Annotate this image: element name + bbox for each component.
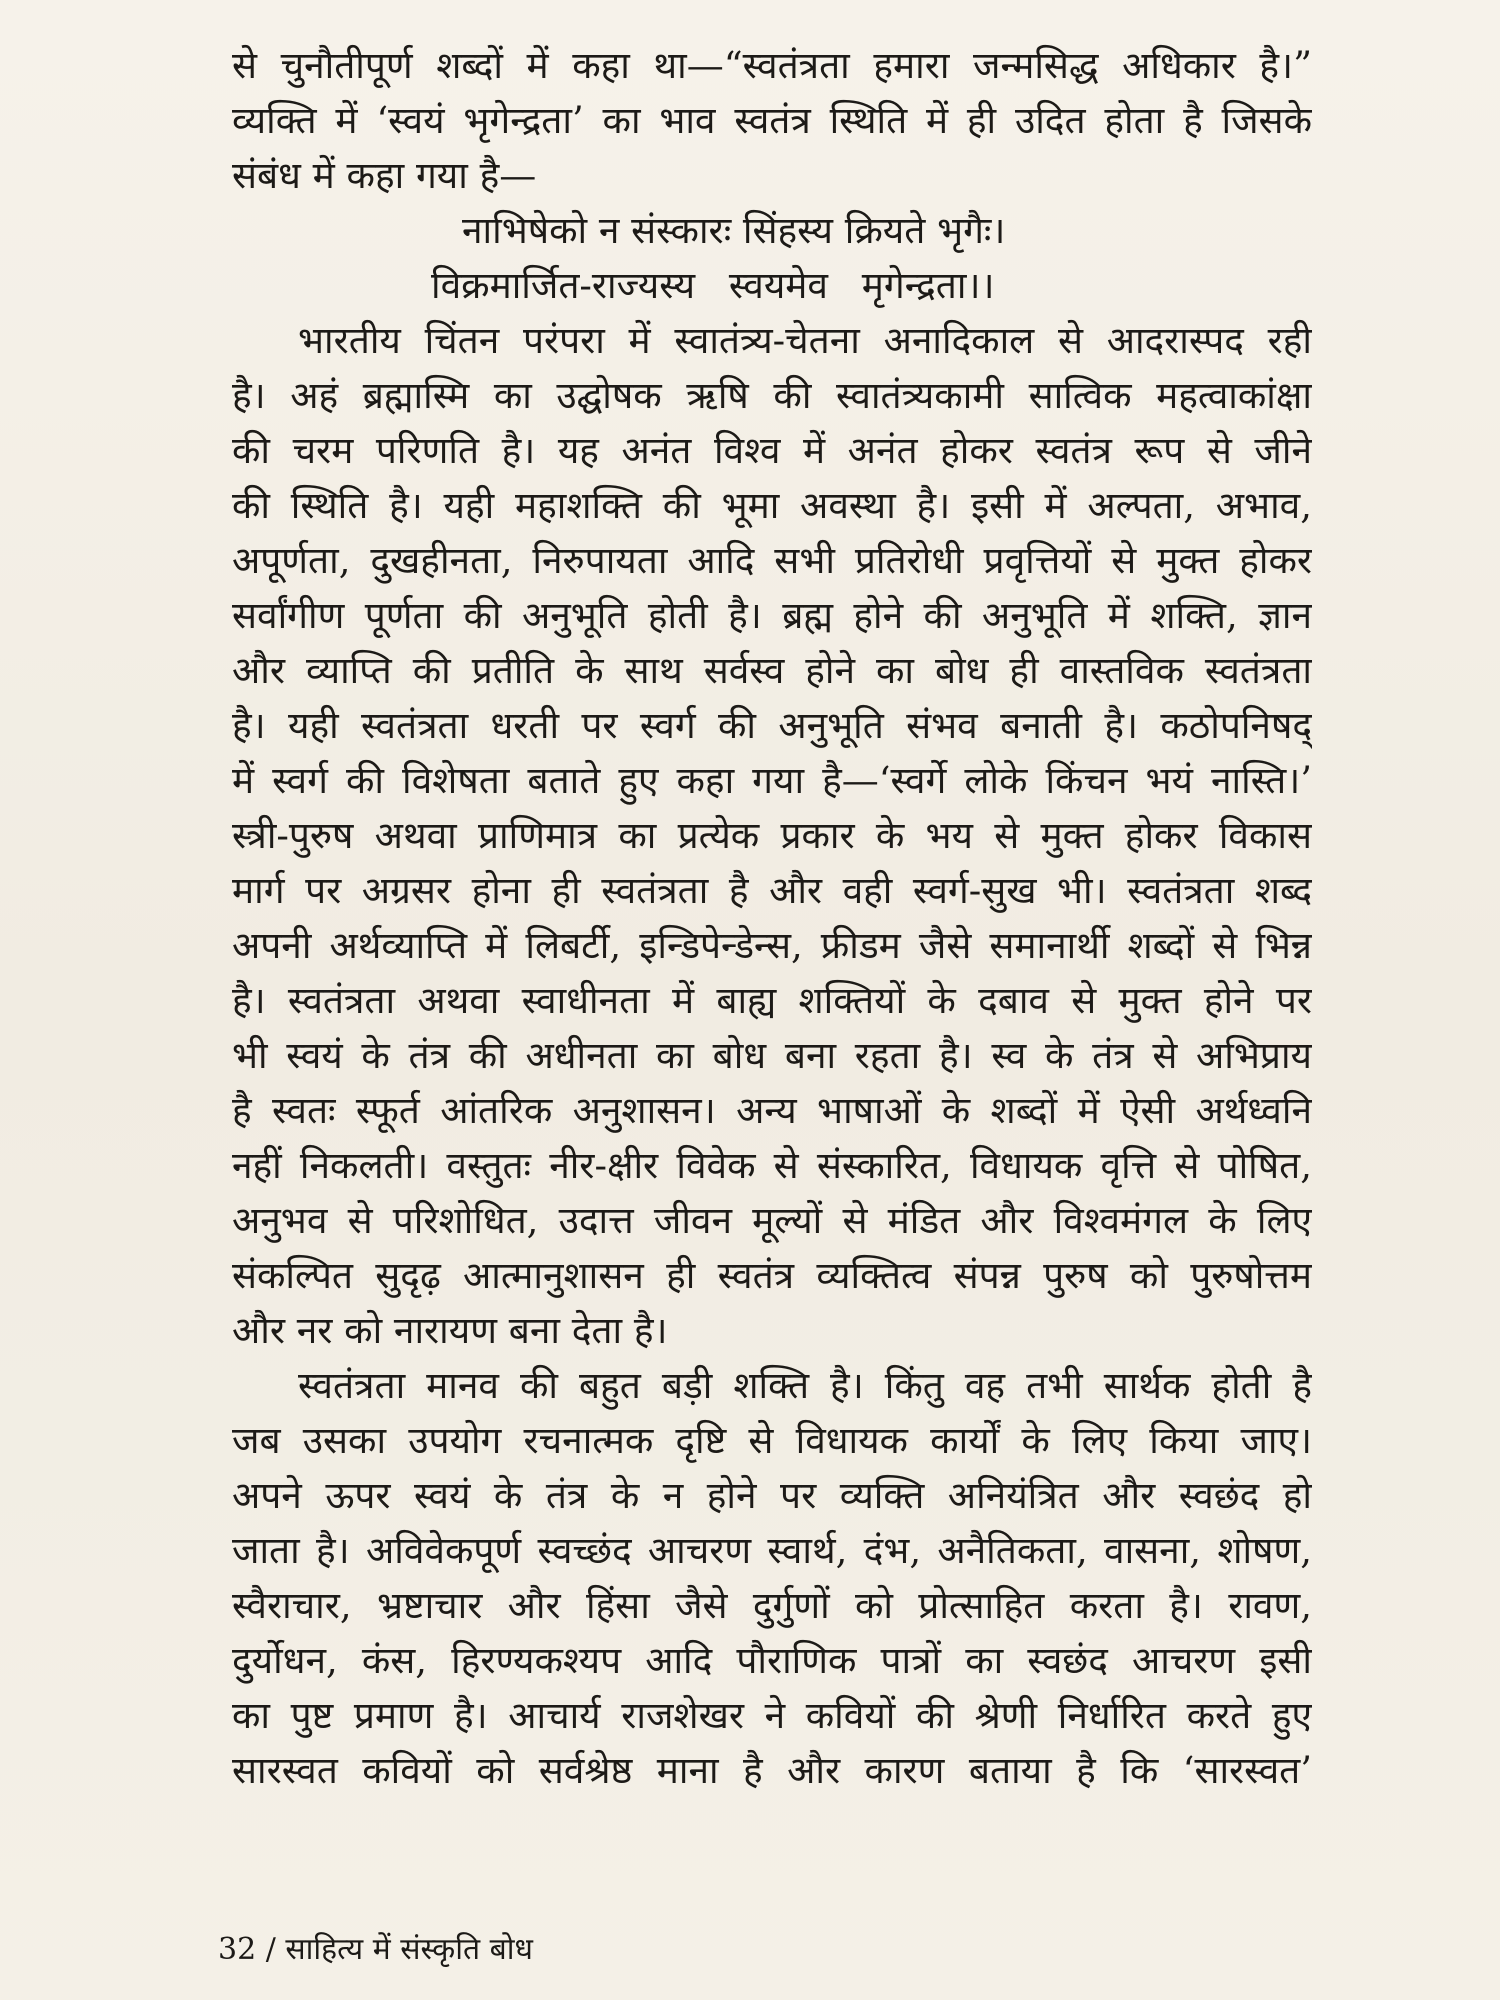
paragraph-line: की चरम परिणति है। यह अनंत विश्व में अनंत होकर स्वतंत्र रूप से जीने — [232, 429, 1312, 472]
text-line: व्यक्ति में ‘स्वयं भृगेन्द्रता’ का भाव स्वतंत्र स्थिति में ही उदित होता है जिसके — [232, 99, 1312, 142]
paragraph-line: दुर्योधन, कंस, हिरण्यकश्यप आदि पौराणिक पात्रों का स्वछंद आचरण इसी — [232, 1639, 1312, 1682]
paragraph-line: का पुष्ट प्रमाण है। आचार्य राजशेखर ने कवियों की श्रेणी निर्धारित करते हुए — [232, 1694, 1312, 1737]
text-line: से चुनौतीपूर्ण शब्दों में कहा था—“स्वतंत्रता हमारा जन्मसिद्ध अधिकार है।” — [232, 44, 1312, 87]
paragraph-line: है स्वतः स्फूर्त आंतरिक अनुशासन। अन्य भाषाओं के शब्दों में ऐसी अर्थध्वनि — [232, 1089, 1312, 1132]
paragraph-line: सर्वांगीण पूर्णता की अनुभूति होती है। ब्रह्म होने की अनुभूति में शक्ति, ज्ञान — [232, 594, 1312, 637]
paragraph-line: अपूर्णता, दुखहीनता, निरुपायता आदि सभी प्रतिरोधी प्रवृत्तियों से मुक्त होकर — [232, 539, 1312, 582]
paragraph-line: भी स्वयं के तंत्र की अधीनता का बोध बना रहता है। स्व के तंत्र से अभिप्राय — [232, 1034, 1312, 1077]
page-footer: 32 / साहित्य में संस्कृति बोध — [218, 1932, 533, 1967]
paragraph-line: की स्थिति है। यही महाशक्ति की भूमा अवस्था है। इसी में अल्पता, अभाव, — [232, 484, 1312, 527]
paragraph-line: है। स्वतंत्रता अथवा स्वाधीनता में बाह्य शक्तियों के दबाव से मुक्त होने पर — [232, 979, 1312, 1022]
paragraph-line: है। यही स्वतंत्रता धरती पर स्वर्ग की अनुभूति संभव बनाती है। कठोपनिषद् — [232, 704, 1312, 747]
paragraph-line: स्वैराचार, भ्रष्टाचार और हिंसा जैसे दुर्गुणों को प्रोत्साहित करता है। रावण, — [232, 1584, 1312, 1627]
paragraph-line: जाता है। अविवेकपूर्ण स्वच्छंद आचरण स्वार्थ, दंभ, अनैतिकता, वासना, शोषण, — [232, 1529, 1312, 1572]
paragraph-line: जब उसका उपयोग रचनात्मक दृष्टि से विधायक कार्यों के लिए किया जाए। — [232, 1419, 1312, 1462]
body-text — [232, 38, 1312, 1798]
paragraph-line: अनुभव से परिशोधित, उदात्त जीवन मूल्यों से मंडित और विश्वमंगल के लिए — [232, 1199, 1312, 1242]
paragraph-line: अपनी अर्थव्याप्ति में लिबर्टी, इन्डिपेन्डेन्स, फ्रीडम जैसे समानार्थी शब्दों से भिन्न — [232, 924, 1312, 967]
paragraph-line: भारतीय चिंतन परंपरा में स्वातंत्र्य-चेतना अनादिकाल से आदरास्पद रही — [298, 319, 1312, 362]
paragraph-line: स्त्री-पुरुष अथवा प्राणिमात्र का प्रत्येक प्रकार के भय से मुक्त होकर विकास — [232, 814, 1312, 857]
sanskrit-verse-line-1: नाभिषेको न संस्कारः सिंहस्य क्रियते भृगैः। — [462, 209, 1006, 252]
paragraph-line: है। अहं ब्रह्मास्मि का उद्घोषक ऋषि की स्वातंत्र्यकामी सात्विक महत्वाकांक्षा — [232, 374, 1312, 417]
paragraph-line: और व्याप्ति की प्रतीति के साथ सर्वस्व होने का बोध ही वास्तविक स्वतंत्रता — [232, 649, 1312, 692]
paragraph-line: मार्ग पर अग्रसर होना ही स्वतंत्रता है और वही स्वर्ग-सुख भी। स्वतंत्रता शब्द — [232, 869, 1312, 912]
paragraph-line: अपने ऊपर स्वयं के तंत्र के न होने पर व्यक्ति अनियंत्रित और स्वछंद हो — [232, 1474, 1312, 1517]
paragraph-line: सारस्वत कवियों को सर्वश्रेष्ठ माना है और कारण बताया है कि ‘सारस्वत’ — [232, 1749, 1312, 1792]
paragraph-line: संकल्पित सुदृढ़ आत्मानुशासन ही स्वतंत्र व्यक्तित्व संपन्न पुरुष को पुरुषोत्तम — [232, 1254, 1312, 1297]
sanskrit-verse-line-2: विक्रमार्जित-राज्यस्य स्वयमेव मृगेन्द्रता।। — [431, 264, 995, 307]
paragraph-line: में स्वर्ग की विशेषता बताते हुए कहा गया है—‘स्वर्गे लोके किंचन भयं नास्ति।’ — [232, 759, 1312, 802]
paragraph-line: और नर को नारायण बना देता है। — [232, 1309, 668, 1352]
text-line: संबंध में कहा गया है— — [232, 154, 537, 197]
paragraph-line: नहीं निकलती। वस्तुतः नीर-क्षीर विवेक से संस्कारित, विधायक वृत्ति से पोषित, — [232, 1144, 1312, 1187]
paragraph-line: स्वतंत्रता मानव की बहुत बड़ी शक्ति है। किंतु वह तभी सार्थक होती है — [298, 1364, 1312, 1407]
